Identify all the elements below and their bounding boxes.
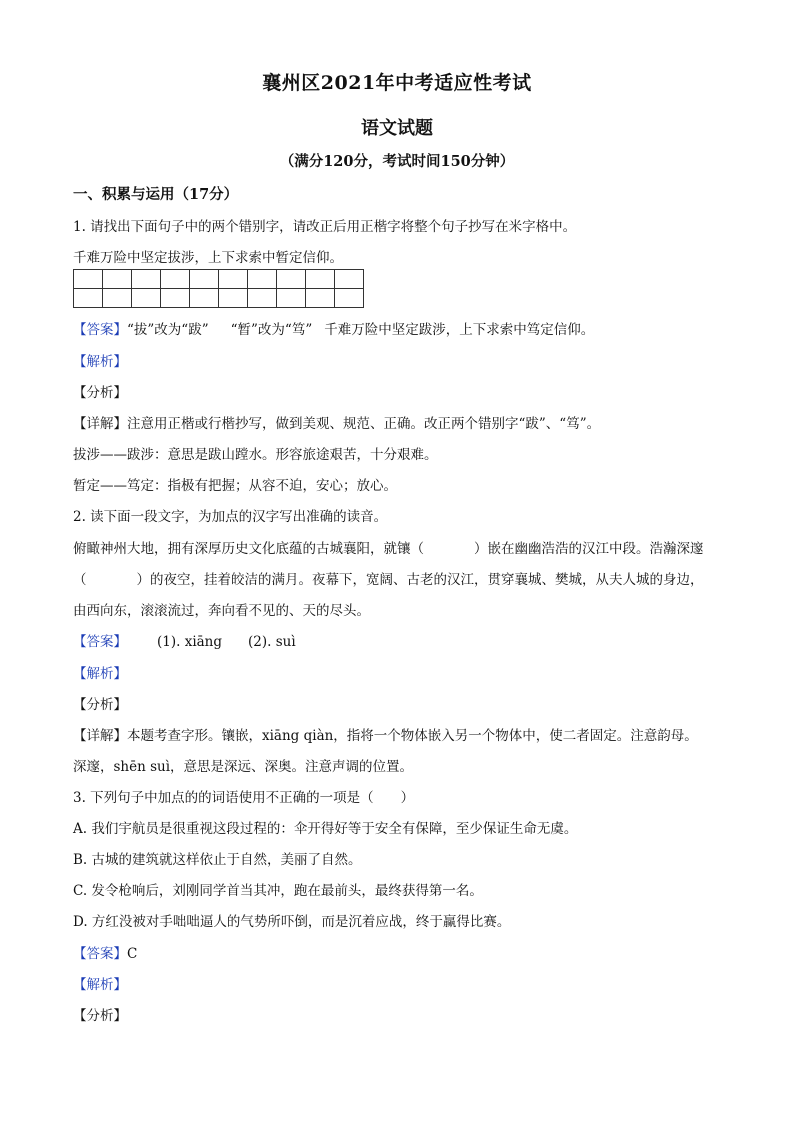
q3-option-d: D. 方红没被对手咄咄逼人的气势所吓倒，而是沉着应战，终于赢得比赛。 bbox=[73, 914, 511, 930]
grid-cell bbox=[74, 289, 103, 308]
answer-tag: 【答案】 bbox=[73, 634, 127, 650]
q1-note1: 拔涉——跋涉：意思是跋山蹚水。形容旅途艰苦，十分艰难。 bbox=[73, 447, 438, 463]
q1-answer bbox=[73, 318, 594, 338]
q3-option-b: B. 古城的建筑就这样依止于自然，美丽了自然。 bbox=[73, 852, 362, 868]
grid-cell bbox=[219, 270, 248, 289]
grid-cell bbox=[248, 289, 277, 308]
grid-cell bbox=[161, 289, 190, 308]
grid-cell bbox=[103, 270, 132, 289]
q2-note1: 深邃，shēn suì，意思是深远、深奥。注意声调的位置。 bbox=[73, 759, 414, 775]
q1-fenxi-tag: 【分析】 bbox=[73, 385, 127, 401]
grid-cell bbox=[306, 289, 335, 308]
q3-answer bbox=[73, 942, 137, 962]
grid-cell bbox=[277, 289, 306, 308]
q1-note2: 暂定——笃定：指极有把握；从容不迫，安心；放心。 bbox=[73, 478, 397, 494]
grid-row bbox=[74, 289, 364, 308]
q2-passage-line1: 俯瞰神州大地，拥有深厚历史文化底蕴的古城襄阳，就镶（ ）嵌在幽幽浩浩的汉江中段。浩瀚深邃 bbox=[73, 541, 704, 557]
grid-cell bbox=[335, 270, 364, 289]
q2-answer bbox=[73, 630, 296, 650]
exam-note: （满分120分，考试时间150分钟） bbox=[279, 153, 515, 170]
writing-grid bbox=[73, 269, 364, 308]
detail-tag: 【详解】 bbox=[73, 728, 127, 744]
grid-cell bbox=[335, 289, 364, 308]
subject-title: 语文试题 bbox=[361, 118, 433, 139]
q1-sentence: 千难万险中坚定拔涉，上下求索中暂定信仰。 bbox=[73, 250, 343, 266]
q3-option-a: A. 我们宇航员是很重视这段过程的：伞开得好等于安全有保障，至少保证生命无虞。 bbox=[73, 821, 578, 837]
exam-title: 襄州区2021年中考适应性考试 bbox=[262, 72, 532, 94]
answer-tag: 【答案】 bbox=[73, 946, 127, 962]
q1-answer-a: “拔”改为“跋” bbox=[127, 322, 209, 338]
q2-answer-2: (2). suì bbox=[248, 634, 296, 650]
q2-prompt: 2. 读下面一段文字，为加点的汉字写出准确的读音。 bbox=[73, 509, 388, 525]
q1-answer-c: 千难万险中坚定跋涉，上下求索中笃定信仰。 bbox=[324, 322, 595, 338]
q3-option-c: C. 发令枪响后，刘刚同学首当其冲，跑在最前头，最终获得第一名。 bbox=[73, 883, 483, 899]
grid-cell bbox=[219, 289, 248, 308]
q2-passage-line2: （ ）的夜空，挂着皎洁的满月。夜幕下，宽阔、古老的汉江，贯穿襄城、樊城，从夫人城的身边， bbox=[73, 572, 704, 588]
grid-cell bbox=[132, 270, 161, 289]
q1-detail: 【详解】注意用正楷或行楷抄写，做到美观、规范、正确。改正两个错别字“跋”、“笃”。 bbox=[73, 416, 601, 432]
q2-fenxi-tag: 【分析】 bbox=[73, 697, 127, 713]
q2-passage-line3: 由西向东，滚滚流过，奔向看不见的、天的尽头。 bbox=[73, 603, 370, 619]
q3-fenxi-tag: 【分析】 bbox=[73, 1008, 127, 1024]
q2-analysis-tag: 【解析】 bbox=[73, 666, 127, 682]
grid-cell bbox=[161, 270, 190, 289]
section-heading: 一、积累与运用（17分） bbox=[73, 186, 239, 203]
grid-cell bbox=[103, 289, 132, 308]
grid-cell bbox=[132, 289, 161, 308]
grid-cell bbox=[190, 289, 219, 308]
q2-answer-1: (1). xiāng bbox=[157, 634, 223, 650]
grid-row bbox=[74, 270, 364, 289]
q1-analysis-tag: 【解析】 bbox=[73, 354, 127, 370]
q3-analysis-tag: 【解析】 bbox=[73, 977, 127, 993]
q3-prompt: 3. 下列句子中加点的的词语使用不正确的一项是（ ） bbox=[73, 790, 415, 806]
grid-cell bbox=[306, 270, 335, 289]
answer-tag: 【答案】 bbox=[73, 322, 127, 338]
q1-answer-b: “暂”改为“笃” bbox=[230, 322, 313, 338]
detail-tag: 【详解】 bbox=[73, 416, 127, 432]
grid-cell bbox=[74, 270, 103, 289]
q3-answer-value: C bbox=[127, 946, 138, 962]
q1-prompt: 1. 请找出下面句子中的两个错别字，请改正后用正楷字将整个句子抄写在米字格中。 bbox=[73, 219, 577, 235]
grid-cell bbox=[248, 270, 277, 289]
grid-cell bbox=[190, 270, 219, 289]
grid-cell bbox=[277, 270, 306, 289]
q2-detail: 【详解】本题考查字形。镶嵌，xiāng qiàn，指将一个物体嵌入另一个物体中，使二者固定。注意韵母。 bbox=[73, 728, 698, 744]
